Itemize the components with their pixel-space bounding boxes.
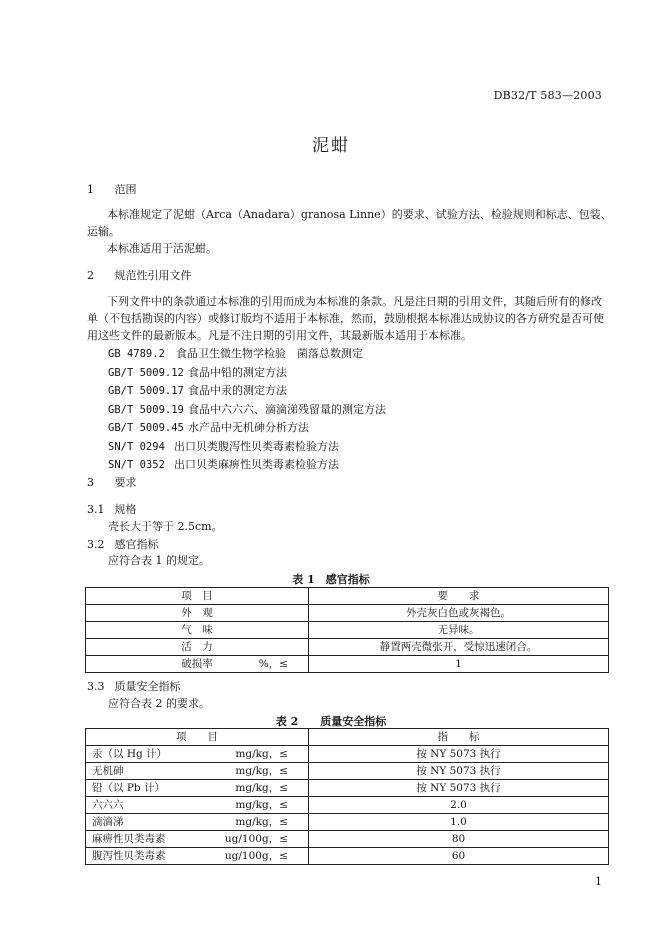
table-1 [85, 587, 609, 673]
table-row [86, 639, 609, 656]
section-number: 1 [87, 183, 94, 196]
value-cell: 1.0 [309, 814, 609, 831]
table-header-row [86, 588, 609, 605]
requirement-cell: 静置两壳微张开，受惊迅速闭合。 [309, 639, 609, 656]
reference-item: GB/T 5009.19 食品中六六六、滴滴涕残留量的测定方法 [108, 402, 386, 416]
subsection-3-1-heading [87, 501, 137, 517]
reference-item: GB/T 5009.12 食品中铅的测定方法 [108, 365, 287, 379]
item-label: 无机砷 [92, 765, 124, 777]
unit-label: ug/100g，≤ [224, 850, 288, 862]
value-cell: 60 [309, 848, 609, 865]
unit-label: mg/kg，≤ [235, 765, 288, 777]
section-number: 3.3 [87, 680, 105, 693]
reference-item: SN/T 0352 出口贝类麻痹性贝类毒素检验方法 [108, 458, 339, 471]
table-row [86, 797, 609, 814]
item-label: 麻痹性贝类毒素 [92, 833, 166, 845]
section-number: 3 [87, 476, 94, 489]
reference-item: SN/T 0294 出口贝类腹泻性贝类毒素检验方法 [108, 439, 339, 453]
item-cell [86, 656, 309, 673]
section-3-heading [87, 474, 137, 490]
item-cell [86, 763, 309, 780]
value-cell: 80 [309, 831, 609, 848]
subsection-3-2-heading [87, 536, 159, 552]
table-row [86, 780, 609, 797]
table-row [86, 831, 609, 848]
header-cell-requirement: 要 求 [309, 588, 609, 605]
section-1-heading [87, 181, 137, 197]
table-1-title: 表 1 感官指标 [292, 573, 370, 586]
table-row [86, 656, 609, 673]
table-row [86, 746, 609, 763]
item-label: 滴滴涕 [92, 816, 124, 828]
section-number: 3.2 [87, 538, 105, 551]
item-label: 六六六 [92, 799, 124, 811]
table-2 [85, 728, 609, 865]
table-row [86, 814, 609, 831]
requirement-cell: 无异味。 [309, 622, 609, 639]
item-cell [86, 797, 309, 814]
item-cell [86, 780, 309, 797]
subsection-3-1-text: 壳长大于等于 2.5cm。 [108, 520, 223, 533]
item-cell [86, 746, 309, 763]
subsection-3-2-text: 应符合表 1 的规定。 [108, 554, 210, 567]
section-number: 2 [87, 269, 94, 282]
table-row [86, 763, 609, 780]
unit-label: mg/kg，≤ [235, 799, 288, 811]
section-1-paragraph-1: 本标准规定了泥蚶（Arca（Anadara）granosa Linne）的要求、试验方法、检验规则和标志、包装、运输。 [87, 208, 612, 238]
section-1-paragraph-2: 本标准适用于活泥蚶。 [107, 242, 217, 255]
subsection-3-3-heading [87, 678, 181, 694]
document-title: 泥蚶 [312, 136, 350, 156]
table-row [86, 622, 609, 639]
section-2-heading [87, 267, 192, 283]
unit-label: mg/kg，≤ [235, 816, 288, 828]
section-title: 要求 [114, 476, 137, 489]
item-label: 汞（以 Hg 计） [92, 748, 168, 760]
unit-label: mg/kg，≤ [235, 782, 288, 794]
item-cell: 外 观 [86, 605, 309, 622]
requirement-cell: 1 [309, 656, 609, 673]
table-header-row [86, 729, 609, 746]
section-title: 质量安全指标 [114, 680, 181, 693]
section-title: 规格 [114, 503, 137, 516]
page-number: 1 [595, 875, 602, 888]
item-cell [86, 848, 309, 865]
section-title: 感官指标 [114, 538, 159, 551]
unit-label: %，≤ [258, 658, 288, 670]
requirement-cell: 外壳灰白色或灰褐色。 [309, 605, 609, 622]
item-cell [86, 814, 309, 831]
table-2-title: 表 2 质量安全指标 [275, 715, 387, 728]
section-title: 范围 [114, 183, 137, 196]
table-row [86, 848, 609, 865]
header-cell-item: 项 目 [86, 729, 309, 746]
header-cell-item: 项 目 [86, 588, 309, 605]
item-cell: 活 力 [86, 639, 309, 656]
item-cell [86, 831, 309, 848]
unit-label: ug/100g，≤ [224, 833, 288, 845]
table-row [86, 605, 609, 622]
section-2-paragraph: 下列文件中的条款通过本标准的引用而成为本标准的条款。凡是注日期的引用文件，其随后所有的修改单（不包括勘误的内容）或修订版均不适用于本标准，然而，鼓励根据本标准达成协议的各方研究是否可使用这些文件的最新版本。凡是不注日期的引用文件，其最新版本适用于本标准。 [87, 295, 604, 342]
item-label: 铅（以 Pb 计） [92, 782, 165, 794]
subsection-3-3-text: 应符合表 2 的要求。 [108, 697, 210, 710]
reference-list [108, 345, 386, 475]
item-cell: 气 味 [86, 622, 309, 639]
item-label: 腹泻性贝类毒素 [92, 850, 166, 862]
section-title: 规范性引用文件 [114, 269, 192, 282]
item-label: 破损率 [181, 658, 213, 670]
value-cell: 2.0 [309, 797, 609, 814]
unit-label: mg/kg，≤ [235, 748, 288, 760]
section-number: 3.1 [87, 503, 105, 516]
value-cell: 按 NY 5073 执行 [309, 746, 609, 763]
reference-item: GB 4789.2 食品卫生微生物学检验 菌落总数测定 [108, 347, 363, 360]
reference-item: GB/T 5009.17 食品中汞的测定方法 [108, 384, 287, 397]
header-cell-indicator: 指 标 [309, 729, 609, 746]
standard-code: DB32/T 583—2003 [493, 89, 602, 102]
value-cell: 按 NY 5073 执行 [309, 763, 609, 780]
value-cell: 按 NY 5073 执行 [309, 780, 609, 797]
reference-item: GB/T 5009.45 水产品中无机砷分析方法 [108, 421, 309, 434]
